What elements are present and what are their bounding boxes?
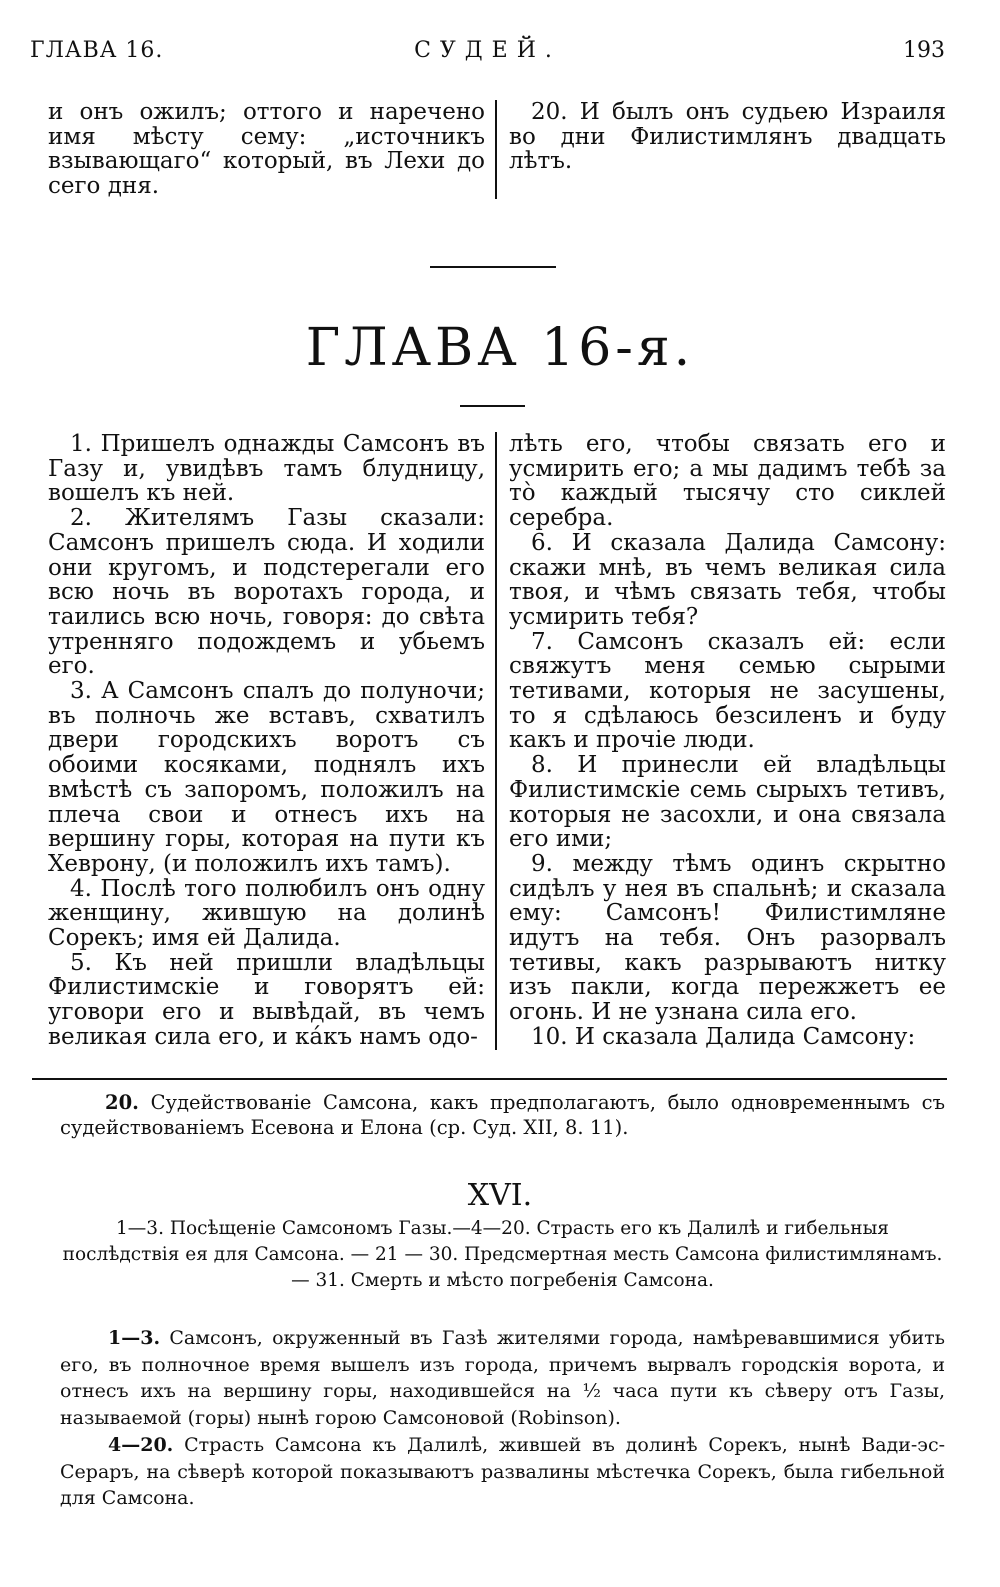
footnote-text: Судействованіе Самсона, какъ предполагаютъ, было одновременнымъ съ судействованіемъ Есевона и Елона (ср. Суд. XII, 8. 11). <box>60 1091 945 1139</box>
title-underline <box>460 405 525 407</box>
commentary-text: Страсть Самсона къ Далилѣ, жившей въ долинѣ Сорекъ, нынѣ Вади-эс-Сераръ, на сѣверѣ которой показываютъ развалины мѣстечка Сорекъ, была гибельной для Самсона. <box>60 1434 946 1509</box>
verse: 4. Послѣ того полюбилъ онъ одну женщину, жившую на долинѣ Сорекъ; имя ей Далида. <box>48 875 485 952</box>
verse: 2. Жителямъ Газы сказали: Самсонъ пришелъ сюда. И ходили они кругомъ, и подстерегали его всю ночь въ воротахъ города, и таились всю ночь, говоря: до свѣта утренняго подождемъ и убьемъ его. <box>48 505 485 680</box>
verse-columns <box>48 432 946 1050</box>
running-head-book: СУДЕЙ. <box>414 38 561 63</box>
right-column <box>495 100 946 199</box>
commentary-paragraph <box>60 1432 945 1512</box>
running-head-chapter: ГЛАВА 16. <box>30 38 164 63</box>
footnote-number: 20. <box>105 1091 139 1114</box>
commentary-range: 4—20. <box>108 1434 174 1456</box>
footnote-20 <box>60 1090 945 1140</box>
left-column <box>48 432 495 1050</box>
verse: 1. Пришелъ однажды Самсонъ въ Газу и, увидѣвъ тамъ блудницу, вошелъ къ ней. <box>48 431 485 507</box>
verse: 7. Самсонъ сказалъ ей: если свяжутъ меня семью сырыми тетивами, которыя не засушены, то я сдѣлаюсь безсиленъ и буду какъ и прочіе люди. <box>509 628 946 754</box>
page-header <box>30 38 945 72</box>
footnote-divider <box>32 1078 947 1080</box>
left-column <box>48 100 495 199</box>
verse: 8. И принесли ей владѣльцы Филистимскіе семь сырыхъ тетивъ, которыя не засохли, и она связала его ими; <box>509 752 946 853</box>
section-divider <box>430 266 556 268</box>
chapter-title: ГЛАВА 16-я. <box>305 318 695 378</box>
verse: 10. И сказала Далида Самсону: <box>531 1023 916 1050</box>
verse-20: 20. И былъ онъ судьею Израиля во дни Филистимлянъ двадцать лѣтъ. <box>509 99 946 175</box>
chapter-summary: 1—3. Посѣщеніе Самсономъ Газы.—4—20. Страсть его къ Далилѣ и гибельныя послѣдствія ея для Самсона. — 21 — 30. Предсмертная месть Самсона филистимлянамъ. — 31. Смерть и мѣсто погребенія Самсона. <box>62 1218 943 1291</box>
verse: 6. И сказала Далида Самсону: скажи мнѣ, въ чемъ великая сила твоя, и чѣмъ связать тебя, чтобы усмирить тебя? <box>509 529 946 630</box>
verse: 3. А Самсонъ спалъ до полуночи; въ полночь же вставъ, схватилъ двери городскихъ воротъ съ обоими косяками, поднялъ ихъ вмѣстѣ съ запоромъ, положилъ на плеча свои и отнесъ ихъ на вершину горы, которая на пути къ Хеврону, (и положилъ ихъ тамъ). <box>48 678 485 877</box>
continuation-columns <box>48 100 946 199</box>
page-number: 193 <box>903 38 945 63</box>
commentary-text: Самсонъ, окруженный въ Газѣ жителями города, намѣревавшимися убить его, въ полночное время вышелъ изъ города, причемъ вырвалъ городскія ворота, и отнесъ ихъ на вершину горы, находившейся на ½ часа пути къ сѣверу отъ Газы, называемой (горы) нынѣ горою Самсоновой (Robinson). <box>60 1327 945 1429</box>
verse-continued: лѣть его, чтобы связать его и усмирить его; а мы дадимъ тебѣ за тò каждый тысячу сто сиклей серебра. <box>509 431 946 532</box>
commentary-range: 1—3. <box>108 1327 161 1349</box>
continued-verse: и онъ ожилъ; оттого и наречено имя мѣсту сему: „источникъ взывающаго“ который, въ Лехи до сего дня. <box>48 99 485 200</box>
verse: 5. Къ ней пришли владѣльцы Филистимскіе и говорятъ ей: уговори его и вывѣдай, въ чемъ великая сила его, и кáкъ намъ одо- <box>48 949 485 1050</box>
right-column <box>495 432 946 1050</box>
verse: 9. между тѣмъ одинъ скрытно сидѣлъ у нея въ спальнѣ; и сказала ему: Самсонъ! Филистимляне идутъ на тебя. Онъ разорвалъ тетивы, какъ разрываютъ нитку изъ пакли, когда пережжетъ ее огонь. И не узнана сила его. <box>509 850 946 1026</box>
commentary-paragraph <box>60 1325 945 1431</box>
commentary-chapter-number: XVI. <box>467 1178 533 1213</box>
